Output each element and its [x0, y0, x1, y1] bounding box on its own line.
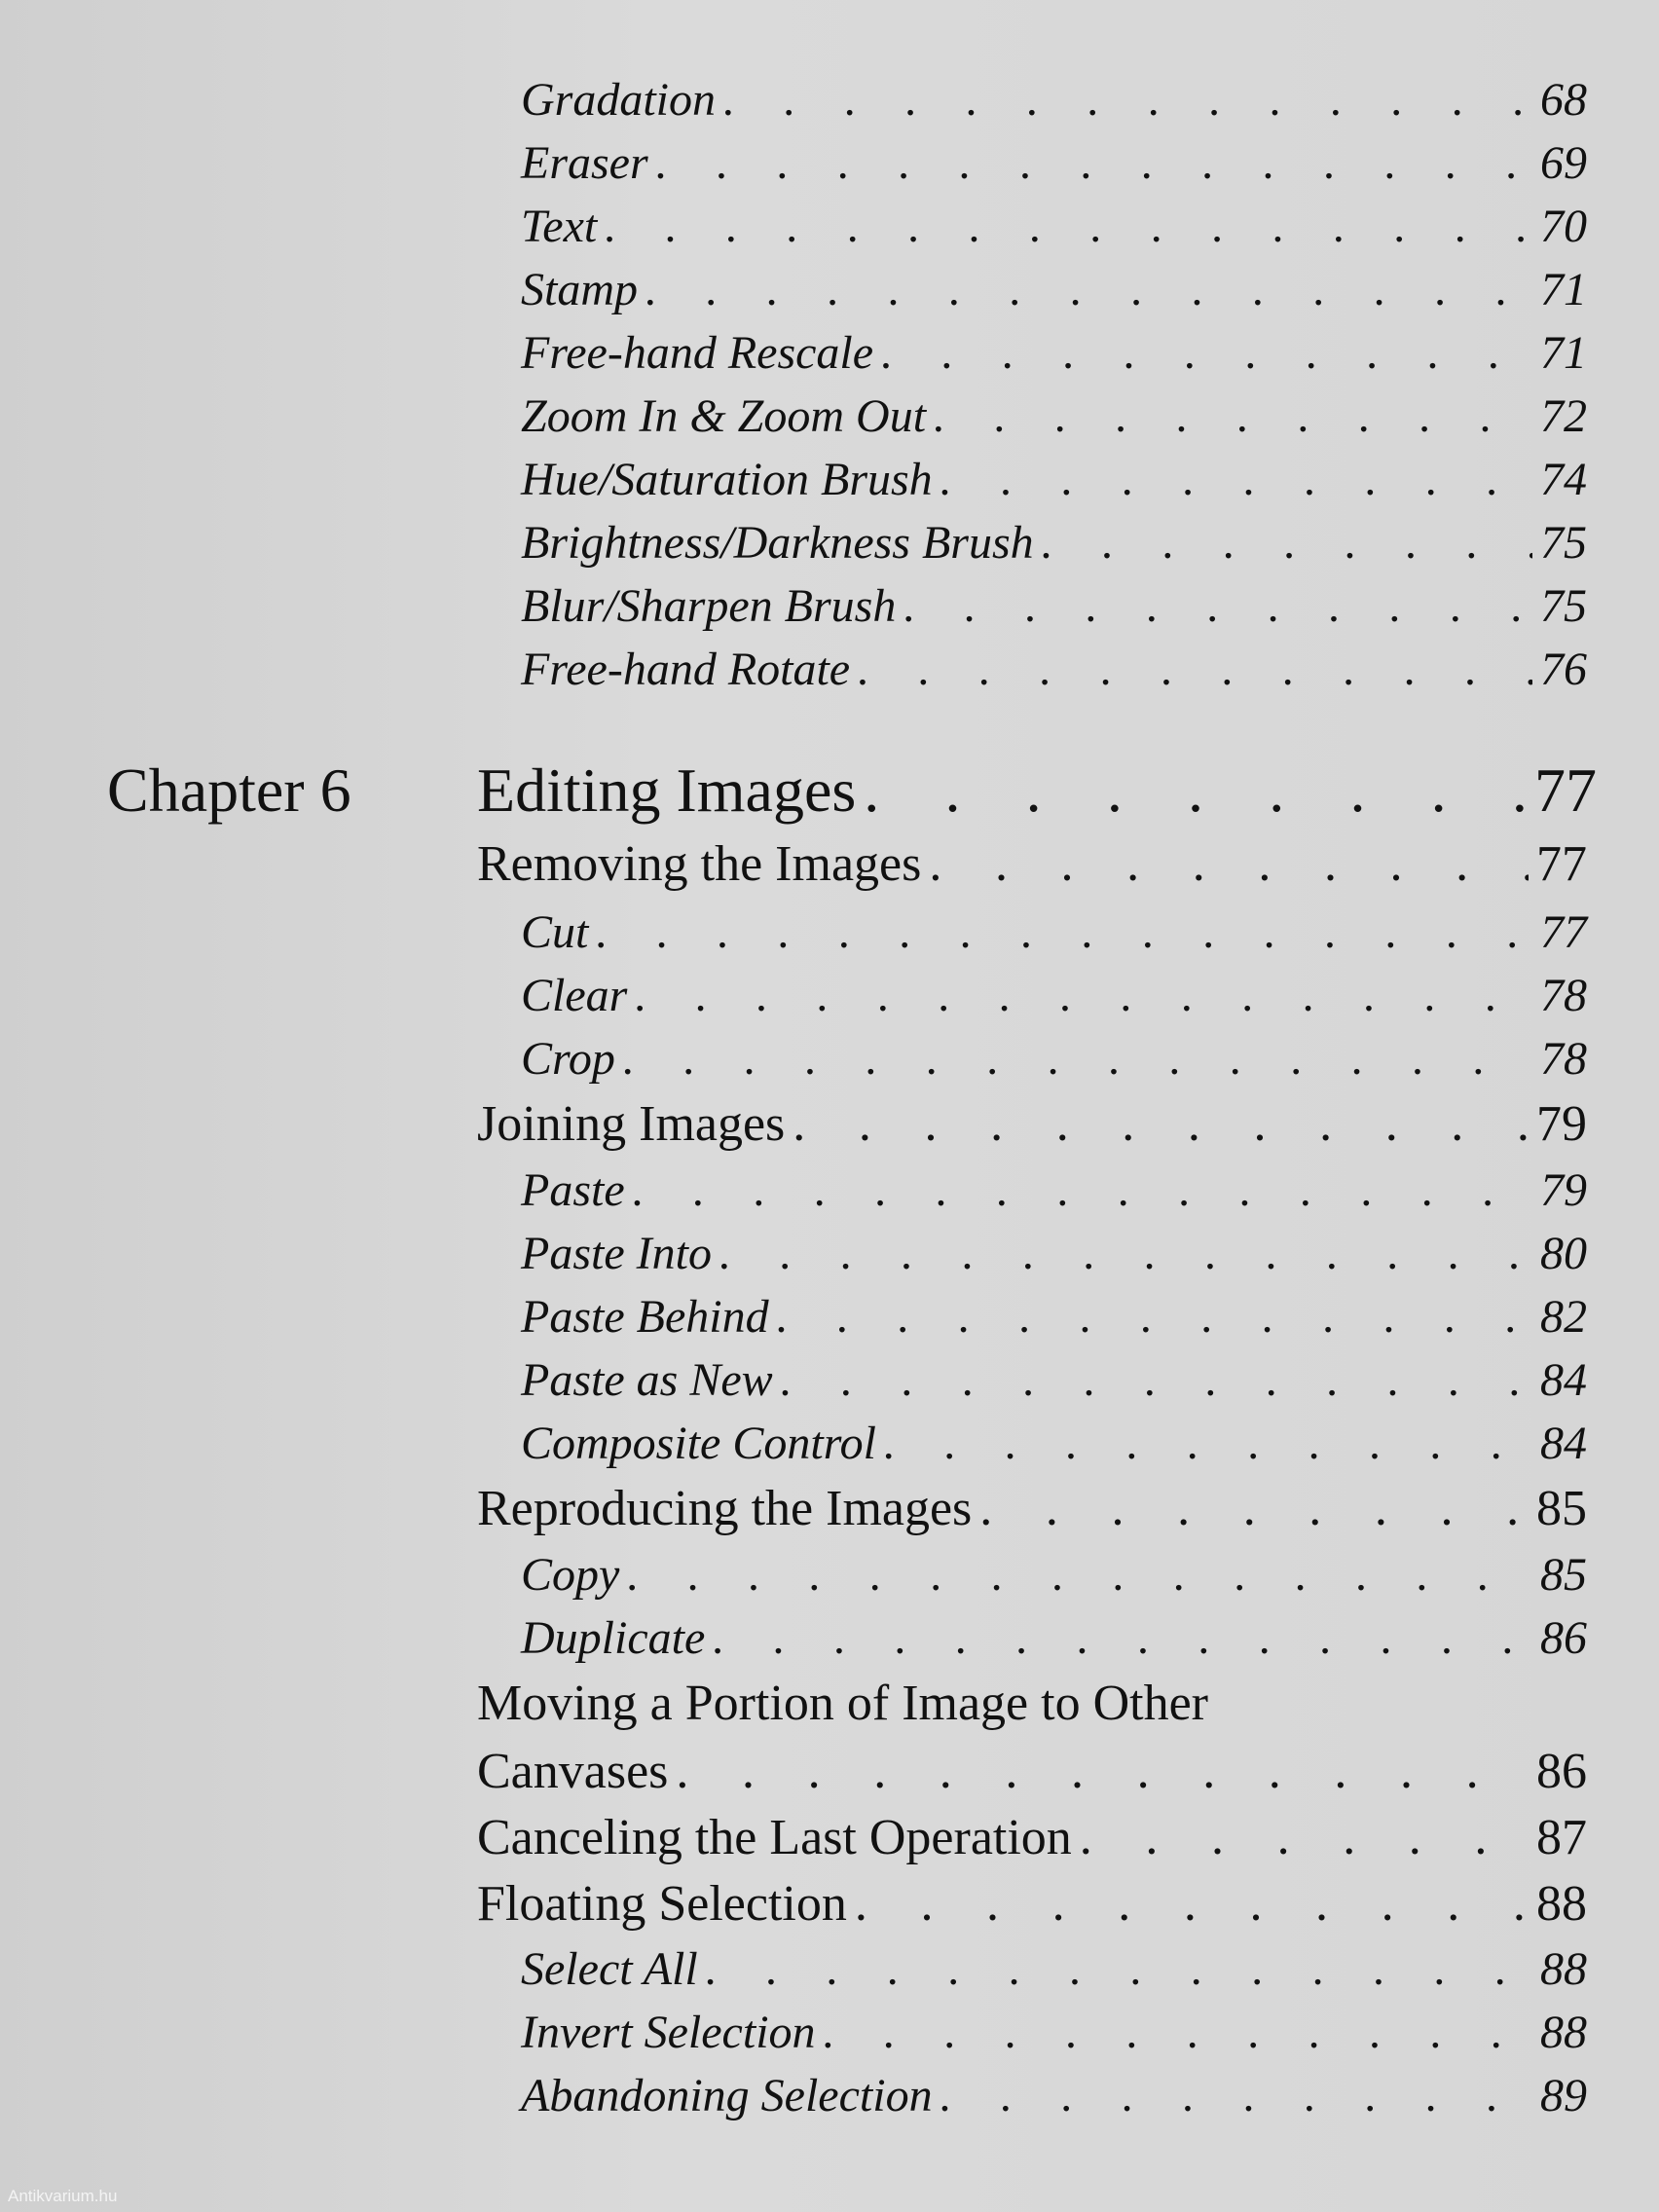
toc-section-title: Reproducing the Images [477, 1481, 973, 1536]
toc-entry-title: Cut [521, 906, 589, 958]
toc-entry-page: 84 [1540, 1354, 1587, 1406]
toc-section-page: 88 [1536, 1876, 1587, 1932]
toc-entry-title: Free-hand Rescale [521, 327, 874, 379]
toc-entry-title: Clear [521, 970, 628, 1021]
leader-dots [979, 1480, 1529, 1537]
toc-entry [521, 136, 1587, 190]
toc-section [477, 1480, 1587, 1537]
toc-section-title: Joining Images [477, 1096, 786, 1152]
toc-entry-title: Brightness/Darkness Brush [521, 517, 1034, 569]
toc-entry [521, 389, 1587, 443]
leader-dots [605, 200, 1532, 253]
chapter-page: 77 [1534, 756, 1597, 825]
toc-entry [521, 2069, 1587, 2122]
toc-entry-title: Select All [521, 1943, 698, 1995]
toc-section-title: Removing the Images [477, 836, 922, 892]
toc-entry-title: Paste as New [521, 1354, 773, 1406]
toc-entry-page: 82 [1540, 1291, 1587, 1343]
toc-entry-title: Gradation [521, 74, 717, 126]
toc-section [477, 1809, 1587, 1866]
toc-section-page: 77 [1536, 836, 1587, 892]
toc-section-title-line1: Moving a Portion of Image to Other [477, 1676, 1208, 1731]
toc-entry [521, 1353, 1587, 1407]
toc-section-page: 79 [1536, 1096, 1587, 1152]
toc-entry-title: Blur/Sharpen Brush [521, 580, 897, 632]
leader-dots [635, 969, 1532, 1022]
leader-dots [781, 1353, 1532, 1407]
toc-entry [521, 516, 1587, 570]
toc-entry-title: Free-hand Rotate [521, 644, 851, 695]
leader-dots [596, 905, 1532, 959]
toc-entry [521, 326, 1587, 380]
toc-entry-page: 88 [1540, 2007, 1587, 2058]
toc-entry [521, 1290, 1587, 1344]
toc-entry-page: 76 [1540, 644, 1587, 695]
leader-dots [864, 755, 1527, 827]
toc-section-title: Floating Selection [477, 1876, 847, 1932]
toc-entry-page: 77 [1540, 906, 1587, 958]
leader-dots [793, 1095, 1529, 1153]
leader-dots [940, 2069, 1532, 2122]
leader-dots [929, 835, 1529, 893]
toc-entry-page: 69 [1540, 137, 1587, 189]
toc-entry-title: Text [521, 201, 598, 252]
toc-entry [521, 200, 1587, 253]
toc-entry-page: 78 [1540, 970, 1587, 1021]
toc-entry [521, 969, 1587, 1022]
toc-entry [521, 2006, 1587, 2059]
chapter-label: Chapter 6 [107, 756, 351, 825]
leader-dots [706, 1942, 1532, 1996]
toc-section [477, 1743, 1587, 1800]
toc-entry [521, 1548, 1587, 1602]
toc-entry-title: Paste [521, 1164, 625, 1216]
toc-entry-page: 86 [1540, 1612, 1587, 1664]
toc-entry [521, 453, 1587, 506]
leader-dots [656, 136, 1532, 190]
toc-entry-title: Stamp [521, 264, 638, 315]
leader-dots [627, 1548, 1532, 1602]
chapter-heading [477, 755, 1597, 827]
toc-entry [521, 263, 1587, 316]
toc-entry-title: Composite Control [521, 1418, 876, 1469]
toc-section [477, 835, 1587, 893]
toc-entry [521, 1227, 1587, 1280]
toc-entry-page: 89 [1540, 2070, 1587, 2121]
leader-dots [884, 1417, 1532, 1470]
toc-entry-page: 79 [1540, 1164, 1587, 1216]
leader-dots [903, 579, 1532, 633]
toc-entry-page: 80 [1540, 1228, 1587, 1279]
toc-entry-title: Paste Behind [521, 1291, 769, 1343]
leader-dots [934, 389, 1532, 443]
toc-entry-page: 68 [1540, 74, 1587, 126]
toc-entry-page: 84 [1540, 1418, 1587, 1469]
chapter-title: Editing Images [477, 756, 857, 825]
leader-dots [676, 1743, 1529, 1800]
leader-dots [858, 643, 1532, 696]
toc-section-page: 87 [1536, 1810, 1587, 1865]
toc-entry-page: 71 [1540, 327, 1587, 379]
toc-entry-page: 75 [1540, 580, 1587, 632]
toc-section [477, 1875, 1587, 1933]
toc-section [477, 1095, 1587, 1153]
toc-section-title: Canvases [477, 1744, 669, 1799]
toc-entry [521, 643, 1587, 696]
toc-entry-page: 72 [1540, 390, 1587, 442]
leader-dots [633, 1163, 1532, 1217]
toc-entry [521, 1163, 1587, 1217]
toc-entry [521, 73, 1587, 127]
toc-entry-page: 75 [1540, 517, 1587, 569]
toc-entry-title: Abandoning Selection [521, 2070, 933, 2121]
toc-section-page: 86 [1536, 1744, 1587, 1799]
toc-entry-title: Zoom In & Zoom Out [521, 390, 927, 442]
leader-dots [645, 263, 1532, 316]
toc-section-title: Canceling the Last Operation [477, 1810, 1072, 1865]
toc-entry [521, 1942, 1587, 1996]
toc-entry [521, 579, 1587, 633]
leader-dots [719, 1227, 1532, 1280]
toc-entry-page: 71 [1540, 264, 1587, 315]
toc-entry-title: Paste Into [521, 1228, 712, 1279]
leader-dots [940, 453, 1532, 506]
toc-entry [521, 1611, 1587, 1665]
toc-entry-page: 88 [1540, 1943, 1587, 1995]
leader-dots [713, 1611, 1532, 1665]
toc-entry-title: Copy [521, 1549, 620, 1601]
leader-dots [623, 1032, 1532, 1086]
toc-entry-page: 74 [1540, 454, 1587, 505]
leader-dots [881, 326, 1532, 380]
toc-entry-title: Eraser [521, 137, 648, 189]
toc-entry-title: Hue/Saturation Brush [521, 454, 933, 505]
toc-entry-page: 70 [1540, 201, 1587, 252]
leader-dots [824, 2006, 1532, 2059]
toc-entry-title: Invert Selection [521, 2007, 816, 2058]
leader-dots [723, 73, 1532, 127]
toc-entry [521, 1417, 1587, 1470]
toc-entry-page: 85 [1540, 1549, 1587, 1601]
leader-dots [1080, 1809, 1529, 1866]
watermark: Antikvarium.hu [8, 2187, 118, 2205]
toc-entry-title: Crop [521, 1033, 615, 1085]
leader-dots [855, 1875, 1529, 1933]
toc-entry-page: 78 [1540, 1033, 1587, 1085]
toc-entry-title: Duplicate [521, 1612, 706, 1664]
toc-section-page: 85 [1536, 1481, 1587, 1536]
toc-entry [521, 905, 1587, 959]
leader-dots [1042, 516, 1532, 570]
toc-entry [521, 1032, 1587, 1086]
leader-dots [777, 1290, 1532, 1344]
